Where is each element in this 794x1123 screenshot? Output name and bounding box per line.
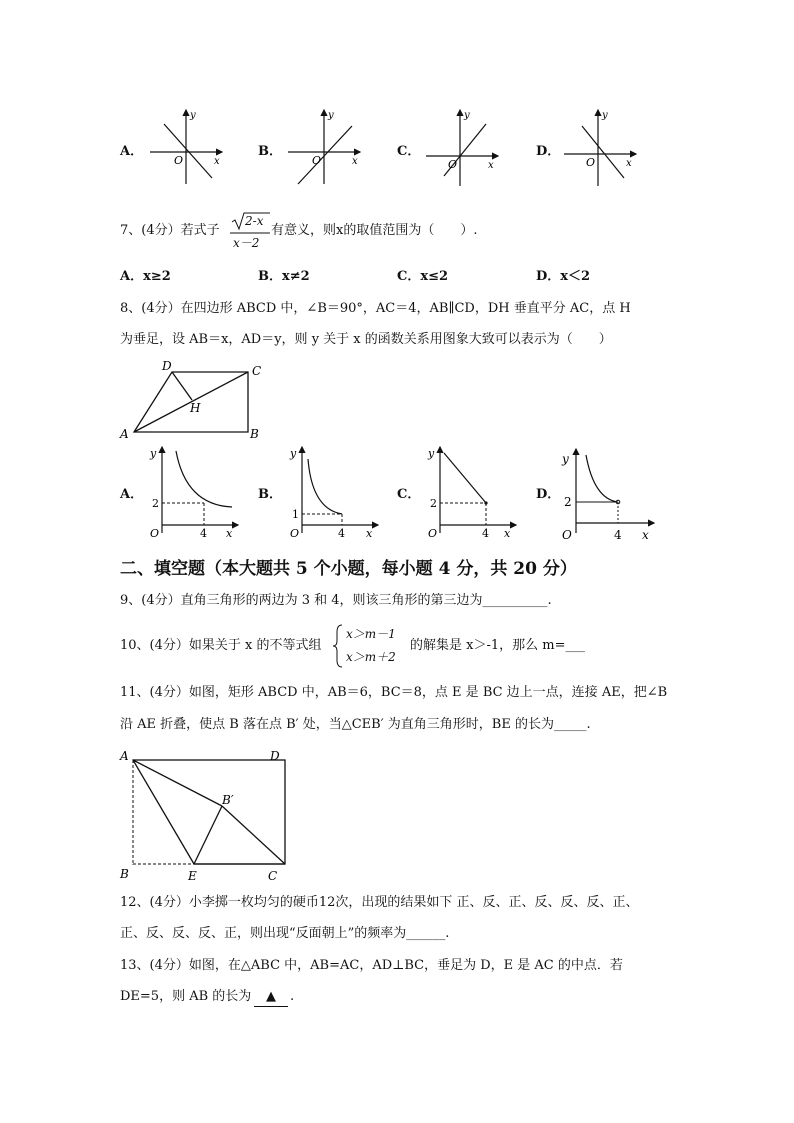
q8-options bbox=[0, 445, 794, 545]
tick-x: 4 bbox=[482, 527, 489, 540]
vertex-d: D bbox=[162, 359, 172, 373]
origin-label: O bbox=[562, 528, 572, 542]
origin-label: O bbox=[312, 154, 322, 167]
q10-prefix: 10、(4分）如果关于 x 的不等式组 bbox=[120, 638, 322, 653]
vertex-a: A bbox=[120, 427, 129, 441]
q7-prefix: 7、(4分）若式子 bbox=[120, 223, 220, 238]
tick-y: 1 bbox=[292, 508, 299, 521]
q8-graph-d bbox=[556, 445, 666, 545]
vertex-d: D bbox=[270, 749, 280, 763]
vertex-b: B bbox=[250, 427, 259, 441]
origin-label: O bbox=[448, 158, 458, 171]
y-axis-label: y bbox=[428, 447, 435, 460]
point-e: E bbox=[188, 869, 197, 883]
y-axis-label: y bbox=[464, 110, 470, 121]
q6-graph-d bbox=[562, 108, 642, 188]
q7-option-a: A．x≥2 bbox=[120, 269, 171, 284]
q7-suffix: 有意义，则x的取值范围为（ ）. bbox=[271, 223, 478, 238]
q7-fraction bbox=[230, 212, 270, 252]
q6-option-a-label: A． bbox=[120, 144, 144, 159]
x-axis-label: x bbox=[488, 160, 494, 171]
y-axis-label: y bbox=[150, 447, 157, 460]
brace-icon bbox=[332, 624, 344, 668]
vertex-c: C bbox=[252, 364, 262, 378]
q8-graph-c bbox=[424, 445, 524, 540]
q7-option-c: C．x≤2 bbox=[397, 269, 449, 284]
q8-graph-a bbox=[146, 445, 246, 540]
q8-option-c-label: C． bbox=[397, 487, 421, 502]
tick-x: 4 bbox=[200, 527, 207, 540]
q12-line1: 12、(4分）小李掷一枚均匀的硬币12次，出现的结果如下 正、反、正、反、反、反、正、 bbox=[120, 895, 639, 910]
q8-figure bbox=[118, 358, 268, 442]
q13-line2: DE=5，则 AB 的长为 bbox=[120, 989, 252, 1004]
question-10 bbox=[120, 624, 680, 670]
tick-x: 4 bbox=[614, 528, 622, 542]
y-axis-label: y bbox=[328, 110, 334, 121]
q6-graph-a bbox=[148, 108, 228, 188]
x-axis-label: x bbox=[366, 527, 373, 540]
x-axis-label: x bbox=[214, 156, 220, 167]
q8-graph-b bbox=[286, 445, 386, 540]
vertex-c: C bbox=[268, 869, 278, 883]
point-b-prime: B′ bbox=[222, 793, 234, 807]
q13-end: . bbox=[290, 989, 295, 1004]
q6-graph-c bbox=[424, 108, 504, 188]
q10-inequality-2: x＞m＋2 bbox=[346, 650, 396, 664]
origin-label: O bbox=[174, 154, 184, 167]
q8-line1: 8、(4分）在四边形 ABCD 中，∠B＝90°，AC＝4，AB∥CD，DH 垂直平分 AC，点 H bbox=[120, 301, 631, 316]
x-axis-label: x bbox=[226, 527, 233, 540]
q8-option-b-label: B． bbox=[258, 487, 282, 502]
q8-option-d-label: D． bbox=[536, 487, 561, 502]
q9-text: 9、(4分）直角三角形的两边为 3 和 4，则该三角形的第三边为__________. bbox=[120, 593, 552, 608]
q8-option-a-label: A． bbox=[120, 487, 144, 502]
q6-options bbox=[0, 100, 794, 195]
tick-y: 2 bbox=[152, 497, 159, 510]
x-axis-label: x bbox=[504, 527, 511, 540]
q7-numerator: 2-x bbox=[245, 214, 264, 228]
y-axis-label: y bbox=[562, 452, 569, 466]
vertex-b: B bbox=[120, 867, 129, 881]
y-axis-label: y bbox=[290, 447, 297, 460]
y-axis-label: y bbox=[602, 110, 608, 121]
q7-option-b: B．x≠2 bbox=[258, 269, 310, 284]
origin-label: O bbox=[150, 527, 160, 540]
origin-label: O bbox=[290, 527, 300, 540]
q10-suffix: 的解集是 x＞-1，那么 m=___ bbox=[410, 638, 585, 653]
origin-label: O bbox=[586, 156, 596, 169]
point-h: H bbox=[190, 401, 201, 415]
q11-figure bbox=[116, 746, 296, 883]
vertex-a: A bbox=[120, 749, 129, 763]
q11-line2: 沿 AE 折叠，使点 B 落在点 B′ 处，当△CEB′ 为直角三角形时，BE 的长为_____. bbox=[120, 717, 591, 732]
tick-x: 4 bbox=[338, 527, 345, 540]
q6-option-c-label: C． bbox=[397, 144, 421, 159]
origin-label: O bbox=[428, 527, 438, 540]
q6-option-d-label: D． bbox=[536, 144, 561, 159]
x-axis-label: x bbox=[642, 528, 649, 542]
q7-options bbox=[120, 268, 680, 288]
q6-option-b-label: B． bbox=[258, 144, 282, 159]
section-heading: 二、填空题（本大题共 5 个小题，每小题 4 分，共 20 分） bbox=[120, 559, 577, 579]
q13-line1: 13、(4分）如图，在△ABC 中，AB=AC，AD⊥BC，垂足为 D，E 是 AC 的中点．若 bbox=[120, 958, 623, 973]
answer-blank[interactable]: ▲ bbox=[254, 988, 288, 1007]
q8-line2: 为垂足，设 AB＝x，AD＝y，则 y 关于 x 的函数关系用图象大致可以表示为（ ） bbox=[120, 332, 612, 347]
q7-option-d: D．x＜2 bbox=[536, 269, 591, 284]
x-axis-label: x bbox=[626, 158, 632, 169]
y-axis-label: y bbox=[190, 110, 196, 121]
tick-y: 2 bbox=[430, 497, 437, 510]
tick-y: 2 bbox=[564, 495, 572, 509]
q12-line2: 正、反、反、反、正，则出现“反面朝上”的频率为______. bbox=[120, 926, 450, 941]
q7-denominator: x－2 bbox=[233, 236, 260, 250]
x-axis-label: x bbox=[352, 156, 358, 167]
q11-line1: 11、(4分）如图，矩形 ABCD 中，AB＝6，BC＝8，点 E 是 BC 边上一点，连接 AE，把∠B bbox=[120, 685, 668, 700]
q6-graph-b bbox=[286, 108, 366, 188]
q13-line2-row bbox=[120, 988, 520, 1008]
q10-inequality-1: x＞m－1 bbox=[346, 627, 396, 641]
